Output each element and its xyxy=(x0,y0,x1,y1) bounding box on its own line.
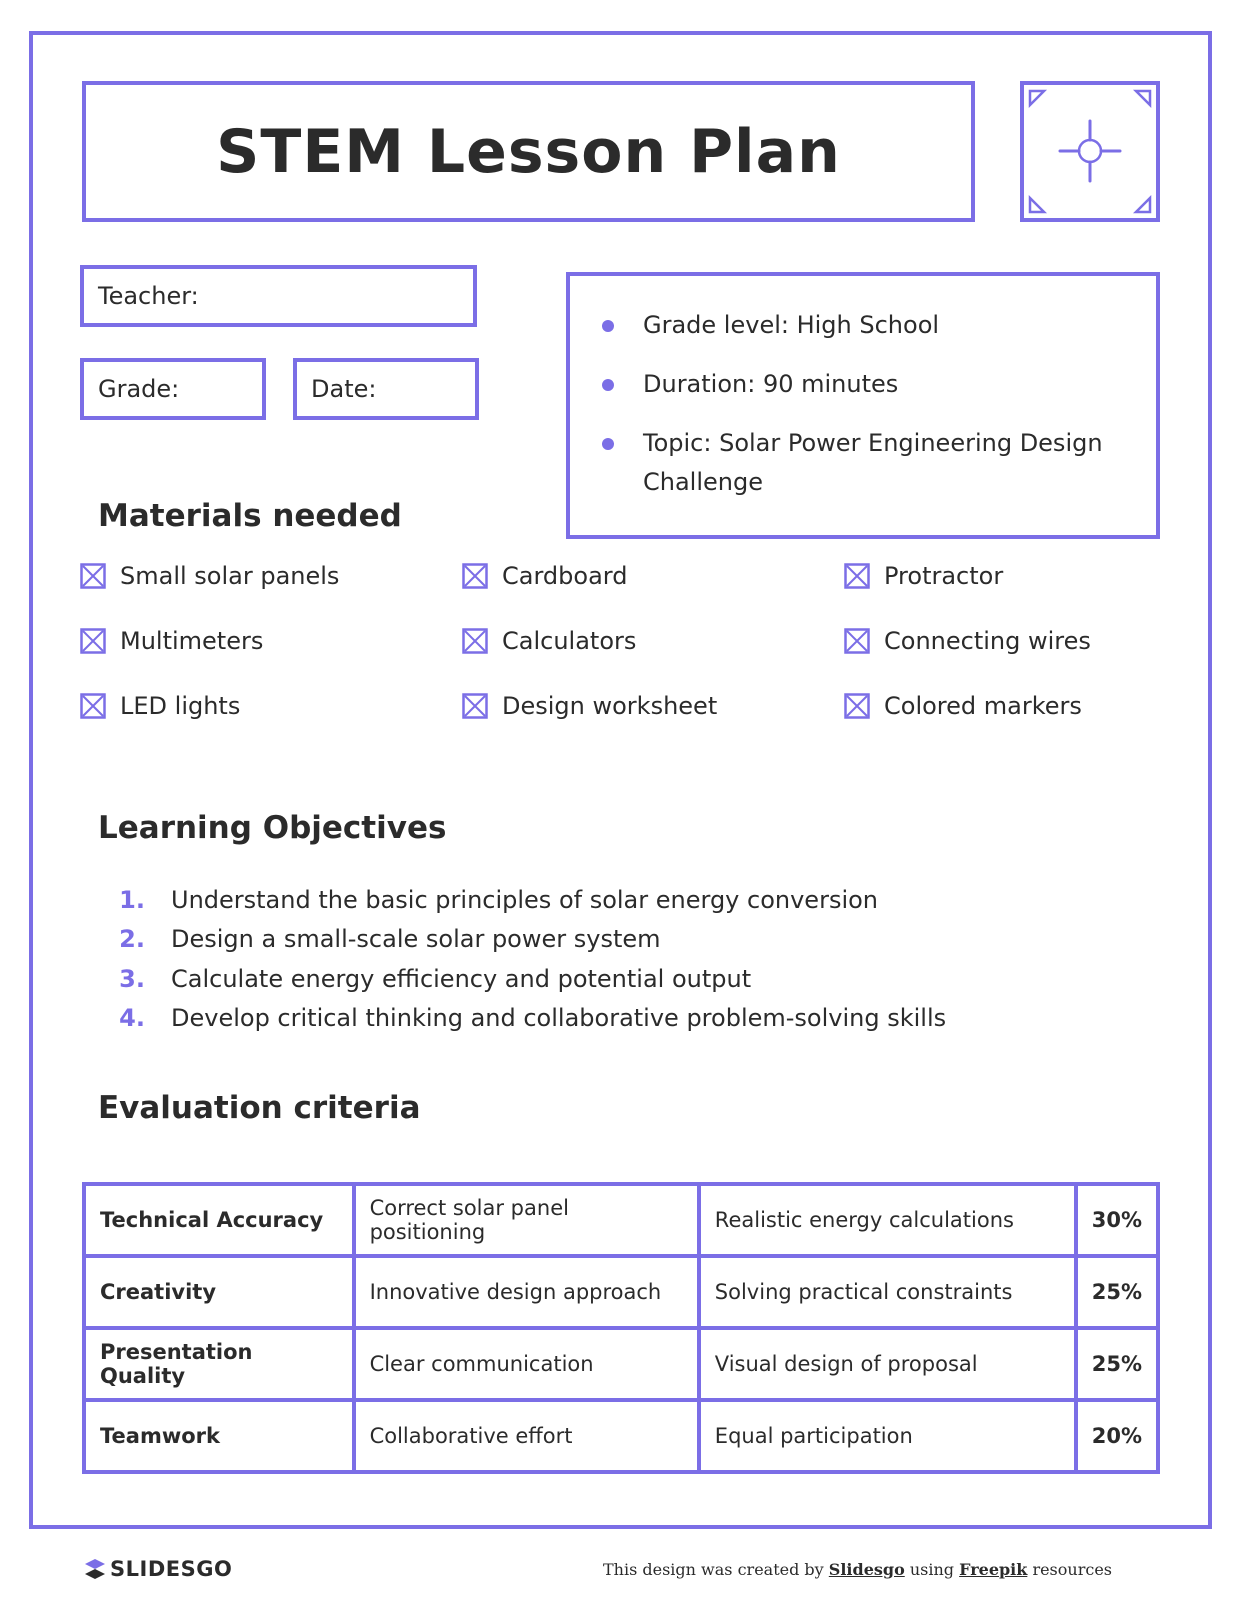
weight-cell: 20% xyxy=(1076,1400,1158,1472)
material-label: Connecting wires xyxy=(884,627,1091,655)
objective-number: 4. xyxy=(119,1004,145,1033)
objective-text: Understand the basic principles of solar energy conversion xyxy=(171,885,879,914)
date-field[interactable] xyxy=(293,358,479,420)
evaluation-table xyxy=(82,1182,1160,1474)
material-item xyxy=(844,689,1082,723)
crossed-box-icon xyxy=(462,628,488,654)
crossed-box-icon xyxy=(80,563,106,589)
material-label: Protractor xyxy=(884,562,1004,590)
lesson-info-list xyxy=(599,306,1139,522)
material-item xyxy=(844,624,1091,658)
material-label: Colored markers xyxy=(884,692,1082,720)
material-item xyxy=(80,689,240,723)
info-item xyxy=(599,424,1139,502)
objective-item xyxy=(98,880,1148,920)
attribution-mid: using xyxy=(909,1560,955,1579)
attribution-suffix: resources xyxy=(1032,1560,1112,1579)
indicator-cell: Solving practical constraints xyxy=(699,1256,1076,1328)
info-item xyxy=(599,365,1139,404)
dot-bullet-icon xyxy=(602,320,614,332)
weight-cell: 30% xyxy=(1076,1184,1158,1256)
objective-item xyxy=(98,999,1148,1039)
material-label: Calculators xyxy=(502,627,637,655)
dot-bullet-icon xyxy=(602,379,614,391)
info-text: Topic: Solar Power Engineering Design Challenge xyxy=(643,429,1103,496)
crossed-box-icon xyxy=(462,563,488,589)
indicator-cell: Correct solar panel positioning xyxy=(354,1184,699,1256)
indicator-cell: Clear communication xyxy=(354,1328,699,1400)
crossed-box-icon xyxy=(80,693,106,719)
material-label: Design worksheet xyxy=(502,692,718,720)
weight-cell: 25% xyxy=(1076,1256,1158,1328)
title-decor-box xyxy=(1020,81,1160,222)
teacher-label: Teacher: xyxy=(98,282,199,310)
indicator-cell: Visual design of proposal xyxy=(699,1328,1076,1400)
table-row xyxy=(84,1256,1158,1328)
dot-bullet-icon xyxy=(602,438,614,450)
teacher-field[interactable] xyxy=(80,265,477,327)
crossed-box-icon xyxy=(80,628,106,654)
objective-number: 1. xyxy=(119,885,145,914)
date-label: Date: xyxy=(311,375,377,403)
material-label: LED lights xyxy=(120,692,241,720)
criterion-cell: Technical Accuracy xyxy=(84,1184,354,1256)
attribution-prefix: This design was created by xyxy=(602,1560,824,1579)
criterion-cell: Creativity xyxy=(84,1256,354,1328)
slidesgo-logo-icon xyxy=(84,1558,106,1580)
material-item xyxy=(80,624,263,658)
material-item xyxy=(80,559,339,593)
slidesgo-link[interactable]: Slidesgo xyxy=(828,1560,905,1579)
attribution-note xyxy=(603,1560,1112,1579)
table-row xyxy=(84,1400,1158,1472)
grade-label: Grade: xyxy=(98,375,180,403)
info-item xyxy=(599,306,1139,345)
grade-field[interactable] xyxy=(80,358,266,420)
objective-text: Design a small-scale solar power system xyxy=(171,925,661,954)
brand-name: SLIDESGO xyxy=(110,1557,233,1581)
indicator-cell: Collaborative effort xyxy=(354,1400,699,1472)
objective-number: 2. xyxy=(119,925,145,954)
objectives-list xyxy=(98,880,1148,1038)
material-item xyxy=(844,559,1003,593)
weight-cell: 25% xyxy=(1076,1328,1158,1400)
page-title: STEM Lesson Plan xyxy=(216,116,841,187)
info-text: Grade level: High School xyxy=(643,311,940,339)
evaluation-heading: Evaluation criteria xyxy=(98,1090,421,1126)
indicator-cell: Innovative design approach xyxy=(354,1256,699,1328)
objectives-heading: Learning Objectives xyxy=(98,810,447,846)
indicator-cell: Equal participation xyxy=(699,1400,1076,1472)
material-item xyxy=(462,559,627,593)
objective-number: 3. xyxy=(119,964,145,993)
lesson-info-box xyxy=(566,272,1160,539)
material-item xyxy=(462,689,717,723)
indicator-cell: Realistic energy calculations xyxy=(699,1184,1076,1256)
objective-text: Calculate energy efficiency and potential output xyxy=(171,964,752,993)
materials-heading: Materials needed xyxy=(98,498,402,534)
material-label: Cardboard xyxy=(502,562,628,590)
objective-text: Develop critical thinking and collaborative problem-solving skills xyxy=(171,1004,947,1033)
criterion-cell: Teamwork xyxy=(84,1400,354,1472)
objective-item xyxy=(98,920,1148,960)
crossed-box-icon xyxy=(462,693,488,719)
criterion-cell: Presentation Quality xyxy=(84,1328,354,1400)
material-item xyxy=(462,624,636,658)
crossed-box-icon xyxy=(844,693,870,719)
crossed-box-icon xyxy=(844,563,870,589)
table-row xyxy=(84,1328,1158,1400)
title-box xyxy=(82,81,975,222)
brand-logo[interactable] xyxy=(84,1557,232,1581)
crossed-box-icon xyxy=(844,628,870,654)
material-label: Multimeters xyxy=(120,627,264,655)
freepik-link[interactable]: Freepik xyxy=(959,1560,1028,1579)
table-row xyxy=(84,1184,1158,1256)
sparkle-star-icon xyxy=(1024,85,1156,218)
info-text: Duration: 90 minutes xyxy=(643,370,899,398)
material-label: Small solar panels xyxy=(120,562,340,590)
objective-item xyxy=(98,959,1148,999)
